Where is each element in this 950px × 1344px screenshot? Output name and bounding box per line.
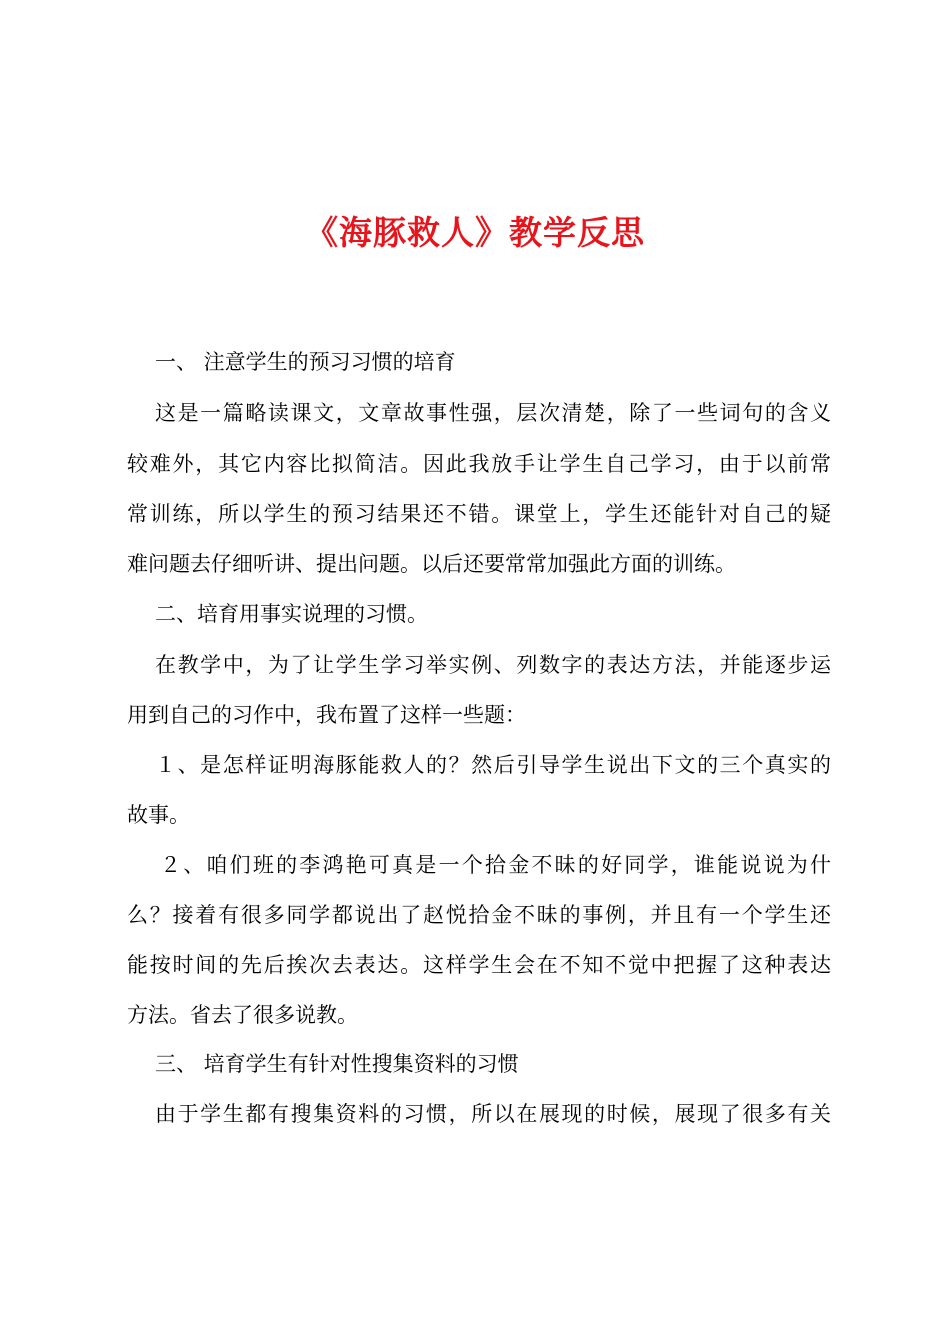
list-item-2-line: 方法。省去了很多说教。 (127, 1003, 358, 1027)
section-heading-1: 一、 注意学生的预习习惯的培育 (155, 350, 456, 374)
list-item-1-line: １、是怎样证明海豚能救人的？然后引导学生说出下文的三个真实的 (155, 753, 831, 777)
list-item-2-line: ２、咱们班的李鸿艳可真是一个拾金不昧的好同学，谁能说说为什 (160, 853, 831, 877)
list-item-2-line: 能按时间的先后挨次去表达。这样学生会在不知不觉中把握了这种表达 (127, 953, 831, 977)
section-heading-2: 二、培育用事实说理的习惯。 (155, 602, 428, 626)
section-heading-3: 三、 培育学生有针对性搜集资料的习惯 (155, 1052, 519, 1076)
list-item-2-line: 么？接着有很多同学都说出了赵悦拾金不昧的事例，并且有一个学生还 (127, 903, 831, 927)
paragraph-line: 这是一篇略读课文，文章故事性强，层次清楚，除了一些词句的含义 (155, 401, 831, 425)
document-title: 《海豚救人》教学反思 (305, 213, 645, 252)
paragraph-line: 较难外，其它内容比拟简洁。因此我放手让学生自己学习，由于以前常 (127, 452, 831, 476)
paragraph-line: 由于学生都有搜集资料的习惯，所以在展现的时候，展现了很多有关 (155, 1102, 831, 1126)
paragraph-line: 常训练，所以学生的预习结果还不错。课堂上，学生还能针对自己的疑 (127, 502, 831, 526)
list-item-1-line: 故事。 (127, 803, 190, 827)
paragraph-line: 在教学中，为了让学生学习举实例、列数字的表达方法，并能逐步运 (155, 653, 831, 677)
paragraph-line: 难问题去仔细听讲、提出问题。以后还要常常加强此方面的训练。 (127, 552, 736, 576)
paragraph-line: 用到自己的习作中，我布置了这样一些题： (127, 703, 526, 727)
